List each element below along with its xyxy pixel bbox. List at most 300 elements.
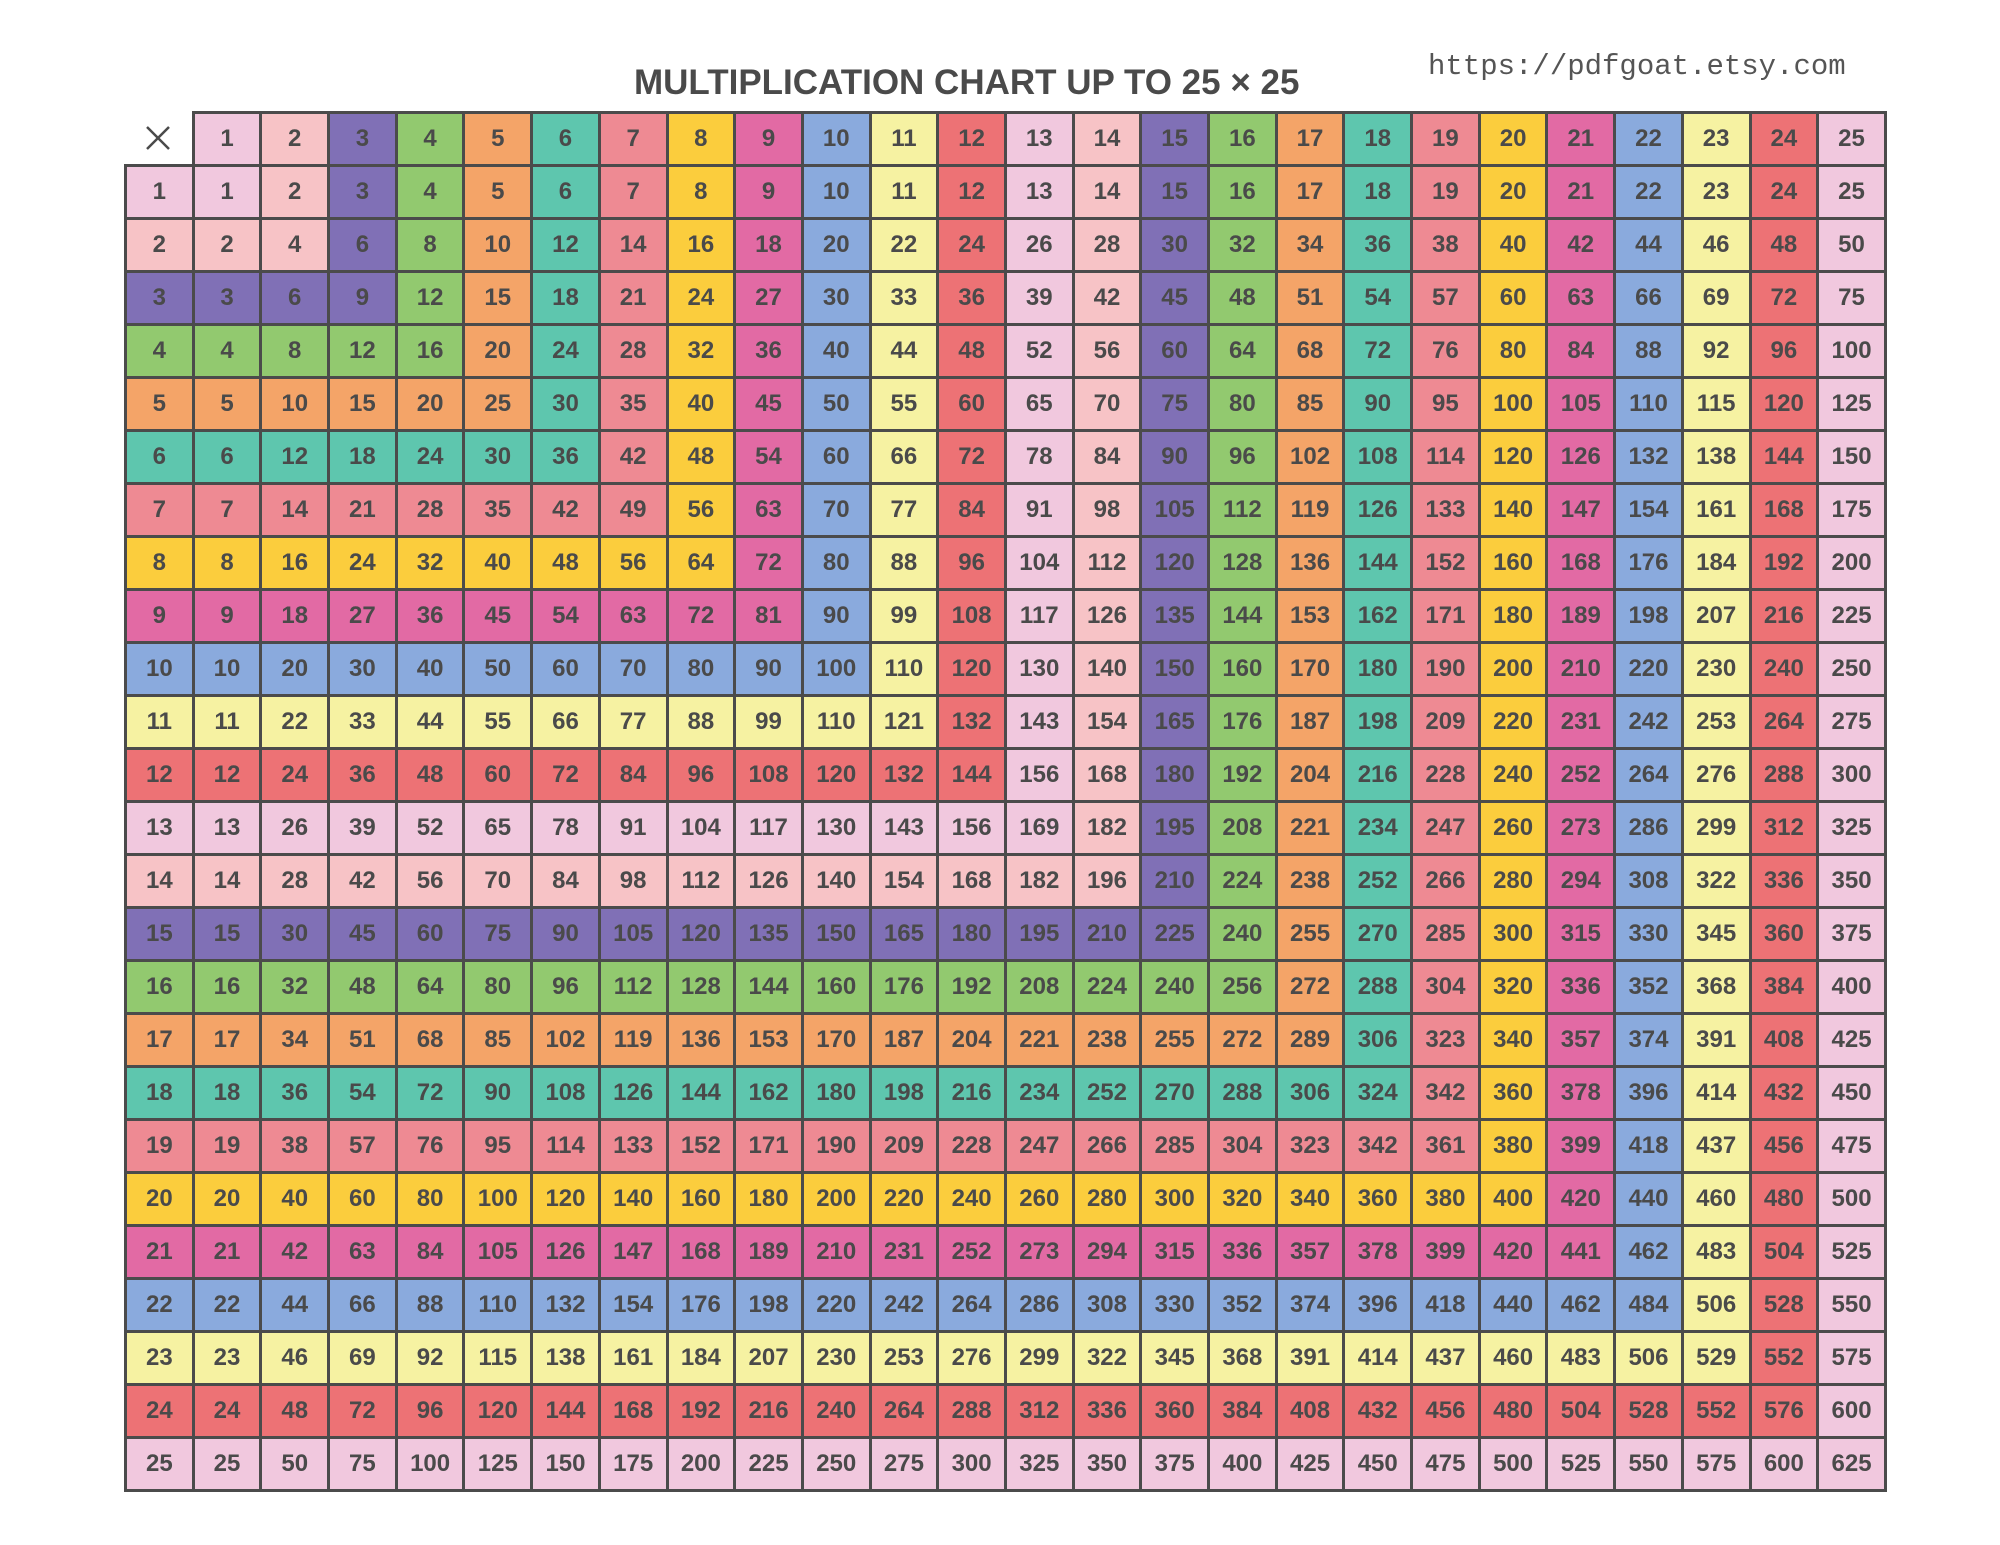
product-cell: 65 (462, 800, 530, 853)
product-cell: 75 (1139, 376, 1207, 429)
product-cell: 189 (733, 1224, 801, 1277)
product-cell: 140 (801, 853, 869, 906)
product-cell: 266 (1410, 853, 1478, 906)
product-cell: 253 (1681, 694, 1749, 747)
row-header: 22 (124, 1277, 192, 1330)
product-cell: 182 (1072, 800, 1140, 853)
product-cell: 3 (327, 164, 395, 217)
product-cell: 154 (1072, 694, 1140, 747)
product-cell: 420 (1545, 1171, 1613, 1224)
product-cell: 90 (733, 641, 801, 694)
product-cell: 180 (801, 1065, 869, 1118)
product-cell: 20 (395, 376, 463, 429)
product-cell: 192 (1207, 747, 1275, 800)
product-cell: 24 (936, 217, 1004, 270)
product-cell: 576 (1749, 1383, 1817, 1436)
product-cell: 80 (1207, 376, 1275, 429)
product-cell: 289 (1275, 1012, 1343, 1065)
product-cell: 9 (733, 164, 801, 217)
product-cell: 7 (598, 164, 666, 217)
product-cell: 250 (801, 1436, 869, 1489)
product-cell: 176 (666, 1277, 734, 1330)
product-cell: 480 (1749, 1171, 1817, 1224)
product-cell: 285 (1139, 1118, 1207, 1171)
product-cell: 270 (1139, 1065, 1207, 1118)
product-cell: 200 (666, 1436, 734, 1489)
row-header: 16 (124, 959, 192, 1012)
product-cell: 175 (1816, 482, 1884, 535)
product-cell: 96 (1207, 429, 1275, 482)
product-cell: 552 (1749, 1330, 1817, 1383)
product-cell: 147 (598, 1224, 666, 1277)
product-cell: 35 (462, 482, 530, 535)
product-cell: 36 (530, 429, 598, 482)
column-header: 11 (869, 111, 937, 164)
column-header: 15 (1139, 111, 1207, 164)
product-cell: 350 (1072, 1436, 1140, 1489)
product-cell: 231 (1545, 694, 1613, 747)
product-cell: 368 (1681, 959, 1749, 1012)
product-cell: 18 (1342, 164, 1410, 217)
product-cell: 12 (192, 747, 260, 800)
product-cell: 22 (192, 1277, 260, 1330)
product-cell: 15 (327, 376, 395, 429)
product-cell: 162 (1342, 588, 1410, 641)
product-cell: 324 (1342, 1065, 1410, 1118)
row-header: 9 (124, 588, 192, 641)
product-cell: 36 (259, 1065, 327, 1118)
product-cell: 360 (1749, 906, 1817, 959)
product-cell: 88 (666, 694, 734, 747)
product-cell: 52 (1004, 323, 1072, 376)
product-cell: 437 (1410, 1330, 1478, 1383)
product-cell: 10 (259, 376, 327, 429)
product-cell: 240 (801, 1383, 869, 1436)
product-cell: 80 (801, 535, 869, 588)
product-cell: 294 (1545, 853, 1613, 906)
column-header: 2 (259, 111, 327, 164)
product-cell: 110 (869, 641, 937, 694)
product-cell: 30 (327, 641, 395, 694)
product-cell: 34 (1275, 217, 1343, 270)
product-cell: 38 (1410, 217, 1478, 270)
product-cell: 105 (1139, 482, 1207, 535)
product-cell: 55 (462, 694, 530, 747)
column-header: 6 (530, 111, 598, 164)
product-cell: 92 (1681, 323, 1749, 376)
product-cell: 28 (259, 853, 327, 906)
product-cell: 408 (1749, 1012, 1817, 1065)
product-cell: 133 (598, 1118, 666, 1171)
product-cell: 210 (801, 1224, 869, 1277)
product-cell: 414 (1681, 1065, 1749, 1118)
product-cell: 56 (1072, 323, 1140, 376)
product-cell: 78 (1004, 429, 1072, 482)
product-cell: 66 (327, 1277, 395, 1330)
row-header: 12 (124, 747, 192, 800)
product-cell: 135 (733, 906, 801, 959)
product-cell: 56 (666, 482, 734, 535)
product-cell: 221 (1275, 800, 1343, 853)
product-cell: 100 (462, 1171, 530, 1224)
product-cell: 220 (1478, 694, 1546, 747)
product-cell: 450 (1342, 1436, 1410, 1489)
product-cell: 272 (1207, 1012, 1275, 1065)
product-cell: 96 (1749, 323, 1817, 376)
product-cell: 126 (1545, 429, 1613, 482)
product-cell: 45 (1139, 270, 1207, 323)
product-cell: 128 (1207, 535, 1275, 588)
product-cell: 352 (1207, 1277, 1275, 1330)
product-cell: 10 (462, 217, 530, 270)
product-cell: 399 (1545, 1118, 1613, 1171)
product-cell: 475 (1410, 1436, 1478, 1489)
product-cell: 21 (327, 482, 395, 535)
product-cell: 24 (259, 747, 327, 800)
product-cell: 120 (1478, 429, 1546, 482)
product-cell: 312 (1004, 1383, 1072, 1436)
product-cell: 150 (801, 906, 869, 959)
times-icon (124, 111, 192, 164)
product-cell: 85 (462, 1012, 530, 1065)
row-header: 11 (124, 694, 192, 747)
product-cell: 380 (1478, 1118, 1546, 1171)
product-cell: 240 (1749, 641, 1817, 694)
source-url: https://pdfgoat.etsy.com (1428, 50, 1846, 83)
product-cell: 625 (1816, 1436, 1884, 1489)
product-cell: 132 (1613, 429, 1681, 482)
product-cell: 22 (1613, 164, 1681, 217)
product-cell: 21 (1545, 164, 1613, 217)
product-cell: 368 (1207, 1330, 1275, 1383)
product-cell: 48 (936, 323, 1004, 376)
product-cell: 48 (1749, 217, 1817, 270)
product-cell: 120 (801, 747, 869, 800)
product-cell: 125 (462, 1436, 530, 1489)
product-cell: 100 (801, 641, 869, 694)
product-cell: 152 (1410, 535, 1478, 588)
row-header: 13 (124, 800, 192, 853)
product-cell: 84 (395, 1224, 463, 1277)
product-cell: 88 (395, 1277, 463, 1330)
product-cell: 252 (936, 1224, 1004, 1277)
product-cell: 144 (1749, 429, 1817, 482)
product-cell: 506 (1681, 1277, 1749, 1330)
product-cell: 240 (1478, 747, 1546, 800)
product-cell: 260 (1004, 1171, 1072, 1224)
product-cell: 90 (530, 906, 598, 959)
product-cell: 165 (869, 906, 937, 959)
product-cell: 231 (869, 1224, 937, 1277)
product-cell: 23 (192, 1330, 260, 1383)
product-cell: 65 (1004, 376, 1072, 429)
product-cell: 375 (1816, 906, 1884, 959)
product-cell: 27 (733, 270, 801, 323)
product-cell: 418 (1613, 1118, 1681, 1171)
product-cell: 162 (733, 1065, 801, 1118)
product-cell: 342 (1342, 1118, 1410, 1171)
product-cell: 114 (1410, 429, 1478, 482)
product-cell: 504 (1545, 1383, 1613, 1436)
product-cell: 84 (936, 482, 1004, 535)
product-cell: 400 (1207, 1436, 1275, 1489)
product-cell: 33 (869, 270, 937, 323)
product-cell: 8 (259, 323, 327, 376)
product-cell: 84 (598, 747, 666, 800)
product-cell: 250 (1816, 641, 1884, 694)
product-cell: 91 (598, 800, 666, 853)
row-header: 17 (124, 1012, 192, 1065)
product-cell: 80 (666, 641, 734, 694)
product-cell: 136 (1275, 535, 1343, 588)
column-header: 12 (936, 111, 1004, 164)
product-cell: 18 (530, 270, 598, 323)
product-cell: 60 (936, 376, 1004, 429)
product-cell: 345 (1681, 906, 1749, 959)
row-header: 24 (124, 1383, 192, 1436)
product-cell: 40 (395, 641, 463, 694)
column-header: 25 (1816, 111, 1884, 164)
product-cell: 221 (1004, 1012, 1072, 1065)
product-cell: 32 (395, 535, 463, 588)
product-cell: 112 (598, 959, 666, 1012)
column-header: 5 (462, 111, 530, 164)
product-cell: 119 (598, 1012, 666, 1065)
product-cell: 196 (1072, 853, 1140, 906)
product-cell: 330 (1139, 1277, 1207, 1330)
product-cell: 38 (259, 1118, 327, 1171)
product-cell: 506 (1613, 1330, 1681, 1383)
product-cell: 46 (259, 1330, 327, 1383)
product-cell: 147 (1545, 482, 1613, 535)
product-cell: 24 (395, 429, 463, 482)
product-cell: 187 (1275, 694, 1343, 747)
product-cell: 72 (936, 429, 1004, 482)
product-cell: 168 (666, 1224, 734, 1277)
column-header: 18 (1342, 111, 1410, 164)
product-cell: 98 (598, 853, 666, 906)
product-cell: 25 (1816, 164, 1884, 217)
product-cell: 130 (1004, 641, 1072, 694)
column-header: 21 (1545, 111, 1613, 164)
product-cell: 51 (1275, 270, 1343, 323)
product-cell: 315 (1545, 906, 1613, 959)
product-cell: 15 (1139, 164, 1207, 217)
product-cell: 100 (395, 1436, 463, 1489)
product-cell: 20 (259, 641, 327, 694)
product-cell: 36 (327, 747, 395, 800)
product-cell: 528 (1749, 1277, 1817, 1330)
product-cell: 72 (327, 1383, 395, 1436)
product-cell: 32 (1207, 217, 1275, 270)
product-cell: 320 (1207, 1171, 1275, 1224)
product-cell: 135 (1139, 588, 1207, 641)
product-cell: 144 (1342, 535, 1410, 588)
product-cell: 20 (801, 217, 869, 270)
product-cell: 40 (1478, 217, 1546, 270)
product-cell: 91 (1004, 482, 1072, 535)
product-cell: 76 (1410, 323, 1478, 376)
product-cell: 30 (259, 906, 327, 959)
product-cell: 48 (395, 747, 463, 800)
column-header: 13 (1004, 111, 1072, 164)
product-cell: 270 (1342, 906, 1410, 959)
product-cell: 54 (733, 429, 801, 482)
product-cell: 6 (259, 270, 327, 323)
product-cell: 252 (1342, 853, 1410, 906)
product-cell: 190 (1410, 641, 1478, 694)
product-cell: 360 (1342, 1171, 1410, 1224)
product-cell: 20 (462, 323, 530, 376)
product-cell: 264 (936, 1277, 1004, 1330)
product-cell: 88 (869, 535, 937, 588)
product-cell: 54 (327, 1065, 395, 1118)
product-cell: 108 (530, 1065, 598, 1118)
product-cell: 50 (1816, 217, 1884, 270)
product-cell: 33 (327, 694, 395, 747)
product-cell: 207 (1681, 588, 1749, 641)
product-cell: 30 (801, 270, 869, 323)
product-cell: 144 (666, 1065, 734, 1118)
product-cell: 80 (395, 1171, 463, 1224)
product-cell: 115 (1681, 376, 1749, 429)
product-cell: 46 (1681, 217, 1749, 270)
product-cell: 425 (1275, 1436, 1343, 1489)
product-cell: 260 (1478, 800, 1546, 853)
row-header: 1 (124, 164, 192, 217)
product-cell: 475 (1816, 1118, 1884, 1171)
product-cell: 304 (1207, 1118, 1275, 1171)
product-cell: 69 (1681, 270, 1749, 323)
product-cell: 273 (1004, 1224, 1072, 1277)
product-cell: 156 (1004, 747, 1072, 800)
product-cell: 140 (598, 1171, 666, 1224)
product-cell: 266 (1072, 1118, 1140, 1171)
product-cell: 300 (1139, 1171, 1207, 1224)
product-cell: 242 (1613, 694, 1681, 747)
product-cell: 264 (1613, 747, 1681, 800)
product-cell: 88 (1613, 323, 1681, 376)
product-cell: 119 (1275, 482, 1343, 535)
product-cell: 198 (1342, 694, 1410, 747)
product-cell: 16 (259, 535, 327, 588)
product-cell: 207 (733, 1330, 801, 1383)
product-cell: 80 (462, 959, 530, 1012)
product-cell: 456 (1410, 1383, 1478, 1436)
column-header: 14 (1072, 111, 1140, 164)
product-cell: 144 (530, 1383, 598, 1436)
product-cell: 138 (530, 1330, 598, 1383)
product-cell: 50 (462, 641, 530, 694)
product-cell: 170 (1275, 641, 1343, 694)
product-cell: 92 (395, 1330, 463, 1383)
product-cell: 340 (1275, 1171, 1343, 1224)
product-cell: 27 (327, 588, 395, 641)
row-header: 7 (124, 482, 192, 535)
product-cell: 6 (327, 217, 395, 270)
product-cell: 64 (666, 535, 734, 588)
product-cell: 280 (1072, 1171, 1140, 1224)
product-cell: 132 (530, 1277, 598, 1330)
product-cell: 16 (666, 217, 734, 270)
product-cell: 300 (936, 1436, 1004, 1489)
product-cell: 60 (530, 641, 598, 694)
product-cell: 24 (192, 1383, 260, 1436)
product-cell: 525 (1816, 1224, 1884, 1277)
product-cell: 192 (1749, 535, 1817, 588)
product-cell: 104 (1004, 535, 1072, 588)
product-cell: 40 (462, 535, 530, 588)
product-cell: 136 (666, 1012, 734, 1065)
product-cell: 126 (1072, 588, 1140, 641)
product-cell: 120 (1749, 376, 1817, 429)
product-cell: 285 (1410, 906, 1478, 959)
product-cell: 228 (936, 1118, 1004, 1171)
product-cell: 45 (327, 906, 395, 959)
product-cell: 275 (869, 1436, 937, 1489)
column-header: 7 (598, 111, 666, 164)
product-cell: 228 (1410, 747, 1478, 800)
product-cell: 224 (1072, 959, 1140, 1012)
product-cell: 550 (1613, 1436, 1681, 1489)
product-cell: 340 (1478, 1012, 1546, 1065)
product-cell: 384 (1207, 1383, 1275, 1436)
product-cell: 12 (530, 217, 598, 270)
product-cell: 192 (936, 959, 1004, 1012)
product-cell: 209 (1410, 694, 1478, 747)
product-cell: 400 (1478, 1171, 1546, 1224)
product-cell: 336 (1207, 1224, 1275, 1277)
product-cell: 84 (1072, 429, 1140, 482)
product-cell: 184 (666, 1330, 734, 1383)
product-cell: 374 (1613, 1012, 1681, 1065)
product-cell: 500 (1478, 1436, 1546, 1489)
product-cell: 54 (1342, 270, 1410, 323)
product-cell: 24 (327, 535, 395, 588)
product-cell: 57 (1410, 270, 1478, 323)
product-cell: 253 (869, 1330, 937, 1383)
product-cell: 102 (1275, 429, 1343, 482)
product-cell: 198 (869, 1065, 937, 1118)
product-cell: 100 (1816, 323, 1884, 376)
product-cell: 112 (1207, 482, 1275, 535)
product-cell: 18 (327, 429, 395, 482)
product-cell: 117 (733, 800, 801, 853)
product-cell: 42 (1545, 217, 1613, 270)
product-cell: 13 (192, 800, 260, 853)
product-cell: 120 (1139, 535, 1207, 588)
product-cell: 204 (936, 1012, 1004, 1065)
product-cell: 550 (1816, 1277, 1884, 1330)
product-cell: 60 (395, 906, 463, 959)
product-cell: 440 (1613, 1171, 1681, 1224)
product-cell: 176 (1613, 535, 1681, 588)
product-cell: 75 (462, 906, 530, 959)
column-header: 8 (666, 111, 734, 164)
product-cell: 143 (869, 800, 937, 853)
product-cell: 192 (666, 1383, 734, 1436)
product-cell: 96 (395, 1383, 463, 1436)
product-cell: 126 (733, 853, 801, 906)
product-cell: 19 (192, 1118, 260, 1171)
product-cell: 96 (936, 535, 1004, 588)
product-cell: 42 (1072, 270, 1140, 323)
row-header: 20 (124, 1171, 192, 1224)
product-cell: 66 (530, 694, 598, 747)
product-cell: 255 (1139, 1012, 1207, 1065)
product-cell: 133 (1410, 482, 1478, 535)
product-cell: 216 (1342, 747, 1410, 800)
